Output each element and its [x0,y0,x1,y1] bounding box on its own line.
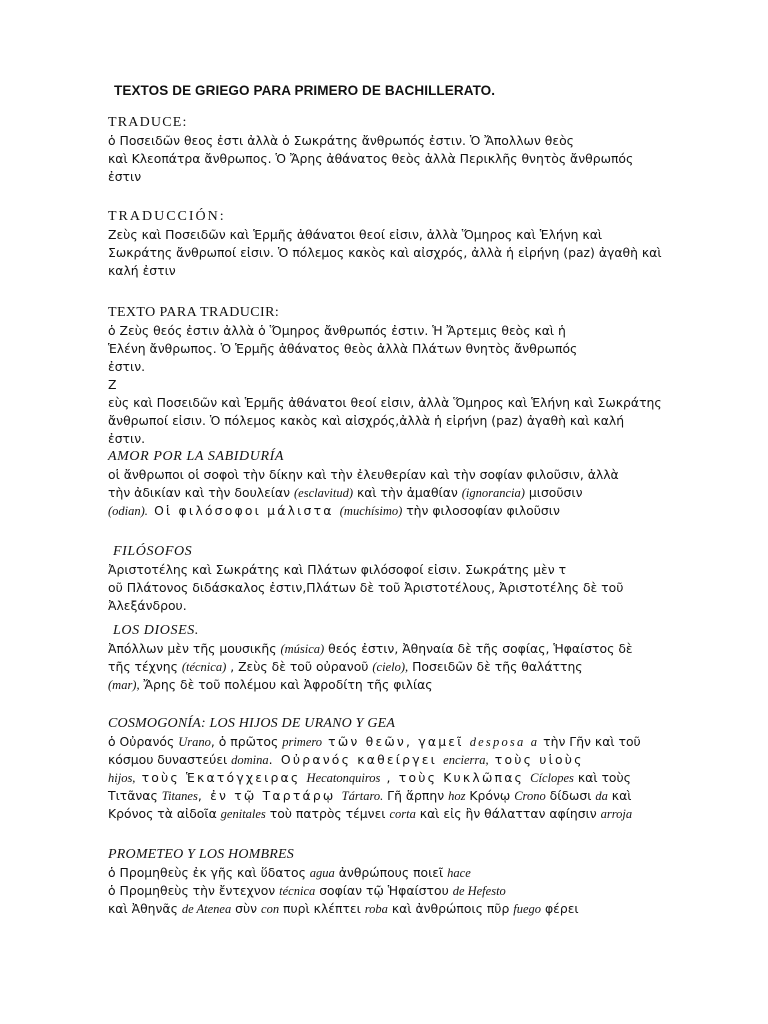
section-traduce [108,114,668,186]
section-traduccion [108,208,668,280]
text-line: καλή ἐστιν [108,263,176,278]
text-line: ἐστιν. [108,359,146,374]
greek-text: καὶ τοὺς [573,770,631,785]
spanish-gloss: (mar), [108,678,140,692]
spanish-gloss: Titanes [161,789,198,803]
text-line: ὁ Ποσειδῶν θεος ἐστι ἀλλὰ ὁ Σωκράτης ἄνθρωπός ἐστιν. Ὁ Ἄπολλων θεὸς [108,133,574,148]
greek-text: , τοὺς Κυκλῶπας [380,770,531,785]
text-line [108,805,668,823]
text-line [108,787,668,805]
greek-text: Ἄρης δὲ τοῦ πολέμου καὶ Ἀφροδίτη τῆς φιλίας [139,677,433,692]
section-heading: TRADUCCIÓN: [108,209,226,224]
text-line: Ζ [108,377,117,392]
spanish-gloss: (odian). [108,504,148,518]
greek-text: . Οὐρανός καθείργει [268,752,444,767]
text-line: ἐστιν [108,169,142,184]
greek-text: Τιτᾶνας [108,788,162,803]
spanish-gloss: corta [389,807,416,821]
text-line: οῦ Πλάτονος διδάσκαλος ἐστιν,Πλάτων δὲ τοῦ Ἀριστοτέλους, Ἀριστοτέλης δὲ τοῦ [108,580,624,595]
spanish-gloss: (música) [280,642,325,656]
greek-text: τοὺς υἱοὺς [488,752,584,767]
text-line: Ζεὺς καὶ Ποσειδῶν καὶ Ἑρμῆς ἀθάνατοι θεοί εἰσιν, ἀλλὰ Ὅμηρος καὶ Ἑλήνη καὶ [108,227,603,242]
spanish-gloss: roba [364,902,388,916]
greek-text: καὶ ἀνθρώποις πῦρ [387,901,514,916]
text-line [108,502,668,520]
greek-text: τοὺ πατρὸς τέμνει [265,806,390,821]
spanish-gloss: (muchísimo) [339,504,403,518]
section-heading: PROMETEO Y LOS HOMBRES [108,847,294,862]
spanish-gloss: Crono [514,789,546,803]
greek-text: τοὺς Ἑκατόγχειρας [135,770,307,785]
greek-text: ἀνθρώπους ποιεῖ [334,865,448,880]
spanish-gloss: primero [282,735,323,749]
text-line [108,900,668,918]
greek-text: καὶ Ἀθηνᾶς [108,901,182,916]
greek-text: Ποσειδῶν δὲ τῆς θαλάττης [408,659,583,674]
text-line: Ἀριστοτέλης καὶ Σωκράτης καὶ Πλάτων φιλόσοφοί εἰσιν. Σωκράτης μὲν τ [108,562,567,577]
greek-text: θεός ἐστιν, Ἀθηναία δὲ τῆς σοφίας, Ἡφαίστος δὲ [324,641,633,656]
spanish-gloss: fuego [513,902,542,916]
greek-text: τῆς τέχνης [108,659,182,674]
greek-text: Κρόνῳ [465,788,515,803]
greek-text: δίδωσι [545,788,596,803]
spanish-gloss: arroja [600,807,633,821]
text-line [108,640,668,658]
section-heading: COSMOGONÍA: LOS HIJOS DE URANO Y GEA [108,716,396,731]
greek-text: Ἀπόλλων μὲν τῆς μουσικῆς [108,641,281,656]
spanish-gloss: genitales [220,807,266,821]
greek-text: κόσμου δυναστεύει [108,752,232,767]
greek-text: μισοῦσιν [524,485,583,500]
greek-text: τὴν Γῆν καὶ τοῦ [539,734,641,749]
greek-text: τὴν ἀδικίαν καὶ τὴν δουλείαν [108,485,294,500]
spanish-gloss: desposa a [469,735,540,749]
greek-text: καὶ τὴν ἀμαθίαν [353,485,462,500]
spanish-gloss: Urano [178,735,211,749]
greek-text: , Ζεὺς δὲ τοῦ οὐρανοῦ [226,659,373,674]
section-prometeo [108,846,668,918]
text-line: Ἀλεξάνδρου. [108,598,187,613]
spanish-gloss: (cielo), [372,660,409,674]
spanish-gloss: da [595,789,608,803]
text-line [108,769,668,787]
section-los-dioses [108,622,668,694]
text-line [108,751,668,769]
spanish-gloss: agua [309,866,335,880]
text-line [108,864,668,882]
text-line: οἱ ἄνθρωποι οἱ σοφοὶ τὴν δίκην καὶ τὴν ἐλευθερίαν καὶ τὴν σοφίαν φιλοῦσιν, ἀλλὰ [108,467,619,482]
text-line: ἐστιν. [108,431,146,446]
text-line: Σωκράτης ἄνθρωποί εἰσιν. Ὁ πόλεμος κακὸς καὶ αἰσχρός, ἀλλὰ ἡ εἰρήνη (paz) ἀγαθὴ καὶ [108,245,662,260]
text-line: καὶ Κλεοπάτρα ἄνθρωπος. Ὁ Ἄρης ἀθάνατος θεὸς ἀλλὰ Περικλῆς θνητὸς ἄνθρωπός [108,151,634,166]
greek-text: , ἐν τῷ Ταρτάρῳ [197,788,342,803]
greek-text: πυρὶ κλέπτει [279,901,365,916]
greek-text: τῶν θεῶν, γαμεῖ [322,734,470,749]
section-texto-para-traducir [108,304,668,448]
section-heading: TEXTO PARA TRADUCIR: [108,305,280,320]
section-cosmogonia [108,715,668,823]
greek-text: Οἱ φιλόσοφοι μάλιστα [147,503,340,518]
spanish-gloss: (ignorancia) [461,486,525,500]
spanish-gloss: Hecatonquiros [306,771,381,785]
spanish-gloss: Tártaro. [341,789,384,803]
greek-text: ὁ Οὐρανός [108,734,179,749]
greek-text: , ὁ πρῶτος [210,734,283,749]
greek-text: Γῆ ἅρπην [383,788,449,803]
greek-text: ὁ Προμηθεὺς ἐκ γῆς καὶ ὕδατος [108,865,310,880]
document-title: TEXTOS DE GRIEGO PARA PRIMERO DE BACHILLERATO. [114,83,496,98]
spanish-gloss: encierra, [443,753,489,767]
spanish-gloss: hoz [448,789,466,803]
greek-text: σοφίαν τῷ Ἡφαίστου [315,883,453,898]
spanish-gloss: domina [231,753,269,767]
spanish-gloss: Cíclopes [530,771,574,785]
text-line [108,733,668,751]
section-filosofos [108,543,668,615]
text-line: ἄνθρωποί εἰσιν. Ὁ πόλεμος κακὸς καὶ αἰσχρός,ἀλλὰ ἡ εἰρήνη (paz) ἀγαθὴ καὶ καλή [108,413,625,428]
greek-text: καὶ εἰς ἣν θάλατταν αφίησιν [415,806,601,821]
text-line: Ἑλένη ἄνθρωπος. Ὁ Ἑρμῆς ἀθάνατος θεὸς ἀλλὰ Πλάτων θνητὸς ἄνθρωπός [108,341,578,356]
text-line [108,882,668,900]
section-heading: TRADUCE: [108,115,188,130]
section-amor-por-la-sabiduria [108,448,668,520]
spanish-gloss: hace [447,866,471,880]
greek-text: τὴν φιλοσοφίαν φιλοῦσιν [402,503,560,518]
section-heading: AMOR POR LA SABIDURÍA [108,449,285,464]
spanish-gloss: de Hefesto [452,884,506,898]
spanish-gloss: hijos, [108,771,136,785]
text-line [108,676,668,694]
text-line: εὺς καὶ Ποσειδῶν καὶ Ἑρμῆς ἀθάνατοι θεοί εἰσιν, ἀλλὰ Ὅμηρος καὶ Ἑλήνη καὶ Σωκράτης [108,395,662,410]
spanish-gloss: con [261,902,280,916]
spanish-gloss: (técnica) [181,660,227,674]
greek-text: ὁ Προμηθεὺς τὴν ἔντεχνον [108,883,280,898]
greek-text: Κρόνος τὰ αἰδοῖα [108,806,221,821]
text-line [108,484,668,502]
greek-text: καὶ [607,788,632,803]
spanish-gloss: de Atenea [181,902,232,916]
section-heading: FILÓSOFOS [113,544,193,559]
text-line [108,658,668,676]
greek-text: σὺν [231,901,262,916]
spanish-gloss: técnica [279,884,316,898]
text-line: ὁ Ζεὺς θεός ἐστιν ἀλλὰ ὁ Ὅμηρος ἄνθρωπός ἐστιν. Ἡ Ἄρτεμις θεὸς καὶ ἡ [108,323,566,338]
greek-text: φέρει [541,901,579,916]
spanish-gloss: (esclavitud) [294,486,354,500]
section-heading: LOS DIOSES. [113,623,199,638]
